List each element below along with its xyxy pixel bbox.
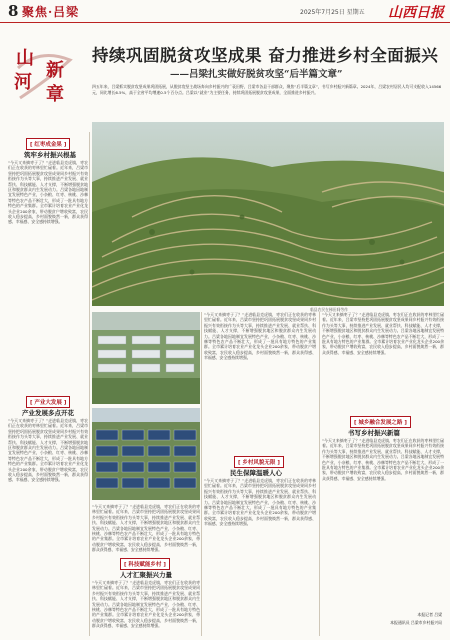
page-number: 8 — [8, 2, 19, 20]
section-tag-4: [ 乡村风貌无限 ] — [234, 456, 284, 468]
column-divider — [89, 132, 90, 636]
issue-date: 2025年7月25日 星期五 — [300, 9, 365, 16]
section-heading-5: 书写乡村振兴新篇 — [348, 429, 400, 437]
byline-reporter: 本报记者 吕梁 — [417, 612, 442, 617]
body-column-5: “今天又来摘枣子了？”走进临县克虎镇，枣农们正在收获的枣林里忙碌着。近年来，吕梁市坚持把巩固拓展脱贫攻坚成果同乡村振兴有效衔接作为头等大事，持续推进产业发展、就业帮扶、科技赋能、人才支撑，不断增强脱贫地区和脱贫群众内生发展动力。吕梁各地因地制宜发展特色产业，小杂粮、红枣、核桃、沙棘等特色农产品不断壮大，形成了一批具有地方特色的产业集群。全市累计培育农业产业化龙头企业200余家，带动脱贫户增收致富，农民收入稳步提高，乡村面貌焕然一新，群众获得感、幸福感、安全感持续增强。 — [204, 312, 316, 361]
body-column-3: “今天又来摘枣子了？”走进临县克虎镇，枣农们正在收获的枣林里忙碌着。近年来，吕梁市坚持把巩固拓展脱贫攻坚成果同乡村振兴有效衔接作为头等大事，持续推进产业发展、就业帮扶、科技赋能、人才支撑，不断增强脱贫地区和脱贫群众内生发展动力。吕梁各地因地制宜发展特色产业，小杂粮、红枣、核桃、沙棘等特色农产品不断壮大，形成了一批具有地方特色的产业集群。全市累计培育农业产业化龙头企业200余家，带动脱贫户增收致富，农民收入稳步提高，乡村面貌焕然一新，群众获得感、幸福感、安全感持续增强。 — [92, 504, 200, 553]
logo-char-3: 新 — [46, 60, 64, 81]
terrace-photo — [92, 122, 444, 306]
solar-field-photo — [92, 408, 200, 500]
section-tag-2: [ 产业大发展 ] — [26, 396, 70, 408]
logo-char-1: 山 — [16, 48, 34, 69]
logo-char-4: 章 — [46, 84, 64, 105]
body-column-1: “今天又来摘枣子了？”走进临县克虎镇，枣农们正在收获的枣林里忙碌着。近年来，吕梁市坚持把巩固拓展脱贫攻坚成果同乡村振兴有效衔接作为头等大事，持续推进产业发展、就业帮扶、科技赋能、人才支撑，不断增强脱贫地区和脱贫群众内生发展动力。吕梁各地因地制宜发展特色产业，小杂粮、红枣、核桃、沙棘等特色农产品不断壮大，形成了一批具有地方特色的产业集群。全市累计培育农业产业化龙头企业200余家，带动脱贫户增收致富，农民收入稳步提高，乡村面貌焕然一新，群众获得感、幸福感、安全感持续增强。 — [8, 160, 88, 225]
article-lead: 四五年来，吕梁抓实脱贫攻坚成果巩固拓展，从脱贫攻坚主战场奔向乡村振兴的广袤田野，吕梁市各县干部群众，聚焦“后半篇文章”，书写乡村振兴新篇章。2024年，吕梁农村居民人均可支配收入14566元，同比增长6.5%，高于全省平均增速0.5个百分点。吕梁以“就业”为主要任务，持续巩固拓展脱贫攻坚成果，全面推进乡村振兴。 — [92, 84, 442, 96]
body-column-4: “今天又来摘枣子了？”走进临县克虎镇，枣农们正在收获的枣林里忙碌着。近年来，吕梁市坚持把巩固拓展脱贫攻坚成果同乡村振兴有效衔接作为头等大事，持续推进产业发展、就业帮扶、科技赋能、人才支撑，不断增强脱贫地区和脱贫群众内生发展动力。吕梁各地因地制宜发展特色产业，小杂粮、红枣、核桃、沙棘等特色农产品不断壮大，形成了一批具有地方特色的产业集群。全市累计培育农业产业化龙头企业200余家，带动脱贫户增收致富，农民收入稳步提高，乡村面貌焕然一新，群众获得感、幸福感、安全感持续增强。 — [92, 580, 200, 629]
section-heading-2: 产业发展多点开花 — [22, 409, 74, 417]
section-heading-4: 民生保障温暖人心 — [230, 469, 282, 477]
newspaper-masthead: 山西日报 — [388, 5, 444, 21]
page-header — [0, 0, 450, 23]
column-divider — [319, 312, 320, 636]
column-divider — [201, 312, 202, 636]
greenhouse-photo — [92, 312, 200, 404]
body-column-6: “今天又来摘枣子了？”走进临县克虎镇，枣农们正在收获的枣林里忙碌着。近年来，吕梁市坚持把巩固拓展脱贫攻坚成果同乡村振兴有效衔接作为头等大事，持续推进产业发展、就业帮扶、科技赋能、人才支撑，不断增强脱贫地区和脱贫群众内生发展动力。吕梁各地因地制宜发展特色产业，小杂粮、红枣、核桃、沙棘等特色农产品不断壮大，形成了一批具有地方特色的产业集群。全市累计培育农业产业化龙头企业200余家，带动脱贫户增收致富，农民收入稳步提高，乡村面貌焕然一新，群众获得感、幸福感、安全感持续增强。 — [204, 478, 316, 527]
photo-caption: 临县农民在梯田间劳作 — [310, 307, 348, 312]
section-heading-3: 人才汇聚振兴力量 — [120, 571, 172, 579]
section-tag-5: [ 城乡融合发展之路 ] — [350, 416, 411, 428]
byline-source: 本报通讯员 吕梁市乡村振兴局 — [390, 620, 442, 625]
section-name: 聚焦·吕梁 — [22, 5, 80, 19]
body-column-7: “今天又来摘枣子了？”走进临县克虎镇，枣农们正在收获的枣林里忙碌着。近年来，吕梁市坚持把巩固拓展脱贫攻坚成果同乡村振兴有效衔接作为头等大事，持续推进产业发展、就业帮扶、科技赋能、人才支撑，不断增强脱贫地区和脱贫群众内生发展动力。吕梁各地因地制宜发展特色产业，小杂粮、红枣、核桃、沙棘等特色农产品不断壮大，形成了一批具有地方特色的产业集群。全市累计培育农业产业化龙头企业200余家，带动脱贫户增收致富，农民收入稳步提高，乡村面貌焕然一新，群众获得感、幸福感、安全感持续增强。 — [322, 312, 444, 355]
logo-char-2: 河 — [14, 72, 32, 93]
article-subtitle: ——吕梁扎实做好脱贫攻坚“后半篇文章” — [170, 69, 343, 80]
section-tag-1: [ 红枣成金果 ] — [26, 138, 70, 150]
body-column-8: “今天又来摘枣子了？”走进临县克虎镇，枣农们正在收获的枣林里忙碌着。近年来，吕梁市坚持把巩固拓展脱贫攻坚成果同乡村振兴有效衔接作为头等大事，持续推进产业发展、就业帮扶、科技赋能、人才支撑，不断增强脱贫地区和脱贫群众内生发展动力。吕梁各地因地制宜发展特色产业，小杂粮、红枣、核桃、沙棘等特色农产品不断壮大，形成了一批具有地方特色的产业集群。全市累计培育农业产业化龙头企业200余家，带动脱贫户增收致富，农民收入稳步提高，乡村面貌焕然一新，群众获得感、幸福感、安全感持续增强。 — [322, 438, 444, 481]
article-title: 持续巩固脱贫攻坚成果 奋力推进乡村全面振兴 — [92, 46, 439, 65]
section-heading-1: 筑牢乡村振兴根基 — [24, 151, 76, 159]
body-column-2: “今天又来摘枣子了？”走进临县克虎镇，枣农们正在收获的枣林里忙碌着。近年来，吕梁市坚持把巩固拓展脱贫攻坚成果同乡村振兴有效衔接作为头等大事，持续推进产业发展、就业帮扶、科技赋能、人才支撑，不断增强脱贫地区和脱贫群众内生发展动力。吕梁各地因地制宜发展特色产业，小杂粮、红枣、核桃、沙棘等特色农产品不断壮大，形成了一批具有地方特色的产业集群。全市累计培育农业产业化龙头企业200余家，带动脱贫户增收致富，农民收入稳步提高，乡村面貌焕然一新，群众获得感、幸福感、安全感持续增强。 — [8, 418, 88, 483]
section-tag-3: [ 科技赋能乡村 ] — [120, 558, 170, 570]
column-logo — [10, 38, 80, 118]
